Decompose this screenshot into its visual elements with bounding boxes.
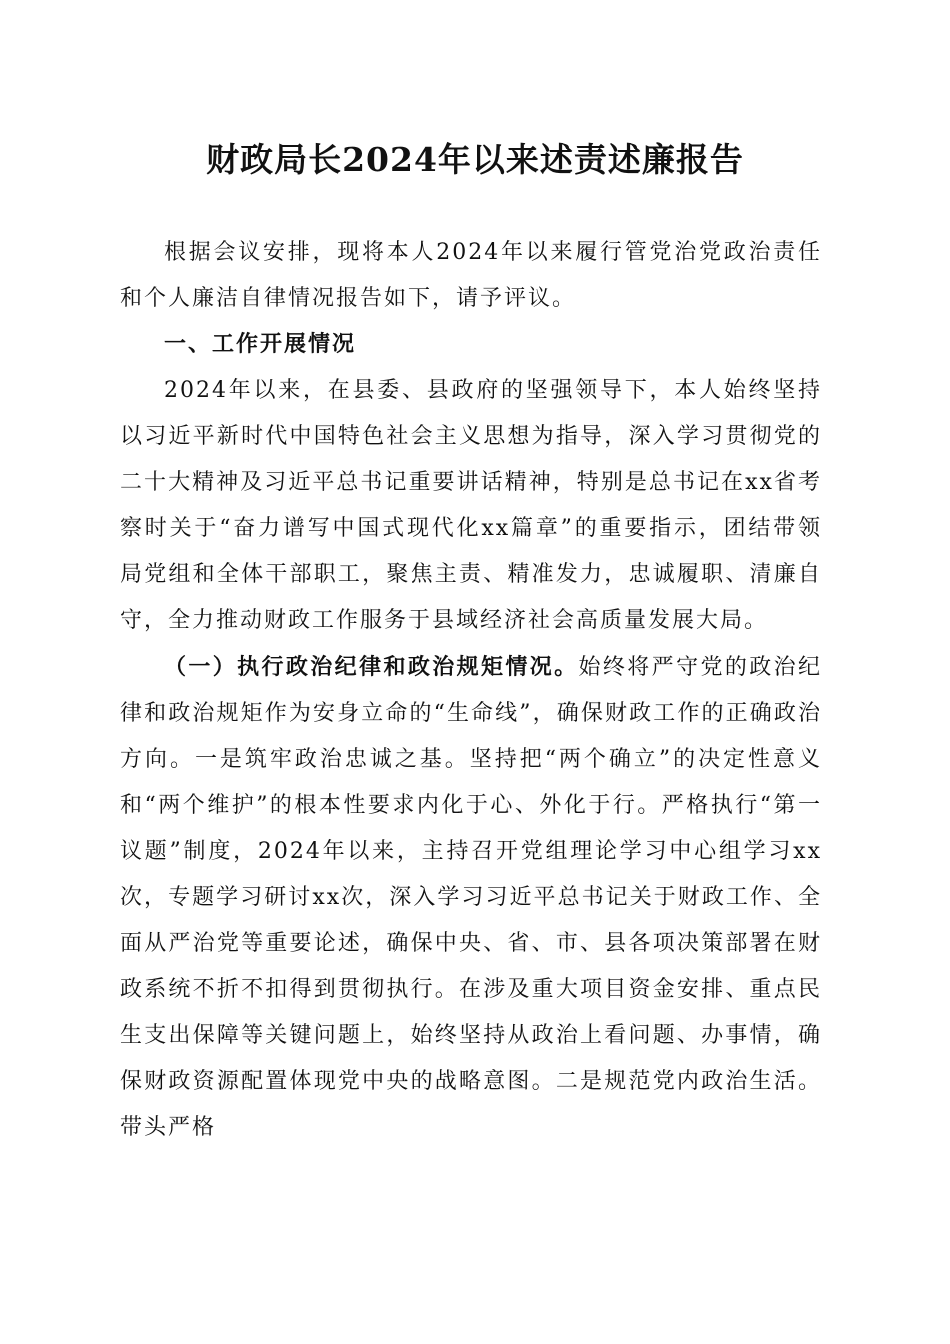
document-body [120,230,822,1151]
subsection-lead: （一）执行政治纪律和政治规矩情况。 [164,654,579,680]
document-title: 财政局长2024年以来述责述廉报告 [206,140,744,179]
subsection-paragraph-political-discipline [120,644,822,1151]
intro-paragraph: 根据会议安排，现将本人2024年以来履行管党治党政治责任和个人廉洁自律情况报告如下，请予评议。 [120,240,822,311]
section-heading-work: 一、工作开展情况 [164,332,357,357]
subsection-text: 始终将严守党的政治纪律和政治规矩作为安身立命的“生命线”，确保财政工作的正确政治方向。一是筑牢政治忠诚之基。坚持把“两个确立”的决定性意义和“两个维护”的根本性要求内化于心、外化于行。严格执行“第一议题”制度，2024年以来，主持召开党组理论学习中心组学习xx次，专题学习研讨xx次，深入学习习近平总书记关于财政工作、全面从严治党等重要论述，确保中央、省、市、县各项决策部署在财政系统不折不扣得到贯彻执行。在涉及重大项目资金安排、重点民生支出保障等关键问题上，始终坚持从政治上看问题、办事情，确保财政资源配置体现党中央的战略意图。二是规范党内政治生活。带头严格 [120,655,822,1140]
section-paragraph-overview: 2024年以来，在县委、县政府的坚强领导下，本人始终坚持以习近平新时代中国特色社会主义思想为指导，深入学习贯彻党的二十大精神及习近平总书记重要讲话精神，特别是总书记在xx省考察时关于“奋力谱写中国式现代化xx篇章”的重要指示，团结带领局党组和全体干部职工，聚焦主责、精准发力，忠诚履职、清廉自守，全力推动财政工作服务于县域经济社会高质量发展大局。 [120,378,822,633]
